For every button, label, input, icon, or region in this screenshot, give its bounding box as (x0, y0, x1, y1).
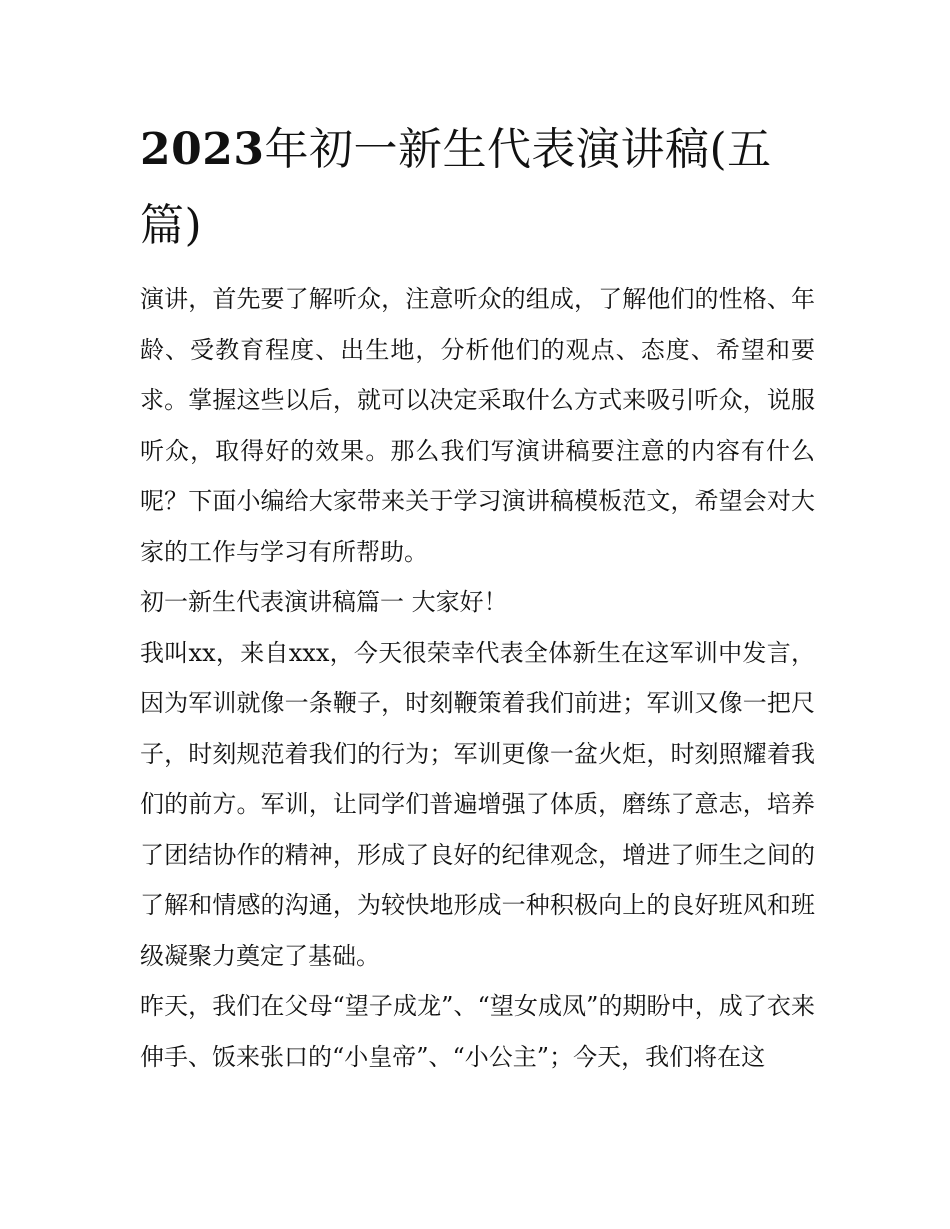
document-content (140, 112, 815, 1082)
document-title (140, 112, 815, 264)
title-text: 年初一新生代表演讲稿(五篇) (140, 124, 772, 251)
intro-paragraph: 演讲，首先要了解听众，注意听众的组成，了解他们的性格、年龄、受教育程度、出生地，分析他们的观点、态度、希望和要求。掌握这些以后，就可以决定采取什么方式来吸引听众，说服听众，取得好的效果。那么我们写演讲稿要注意的内容有什么呢？下面小编给大家带来关于学习演讲稿模板范文，希望会对大家的工作与学习有所帮助。 (140, 285, 815, 566)
title-year: 2023 (140, 124, 265, 175)
speech-paragraph-1: 我叫xx，来自xxx，今天很荣幸代表全体新生在这军训中发言，因为军训就像一条鞭子，时刻鞭策着我们前进；军训又像一把尺子，时刻规范着我们的行为；军训更像一盆火炬，时刻照耀着我们的前方。军训，让同学们普遍增强了体质，磨练了意志，培养了团结协作的精神，形成了良好的纪律观念，增进了师生之间的了解和情感的沟通，为较快地形成一种积极向上的良好班风和班级凝聚力奠定了基础。 (140, 638, 815, 970)
speech-paragraph-2: 昨天，我们在父母“望子成龙”、“望女成凤”的期盼中，成了衣来伸手、饭来张口的“小皇帝”、“小公主”；今天，我们将在这 (140, 992, 815, 1071)
section-heading-paragraph: 初一新生代表演讲稿篇一 大家好！ (140, 588, 508, 616)
document-body (140, 274, 815, 1082)
